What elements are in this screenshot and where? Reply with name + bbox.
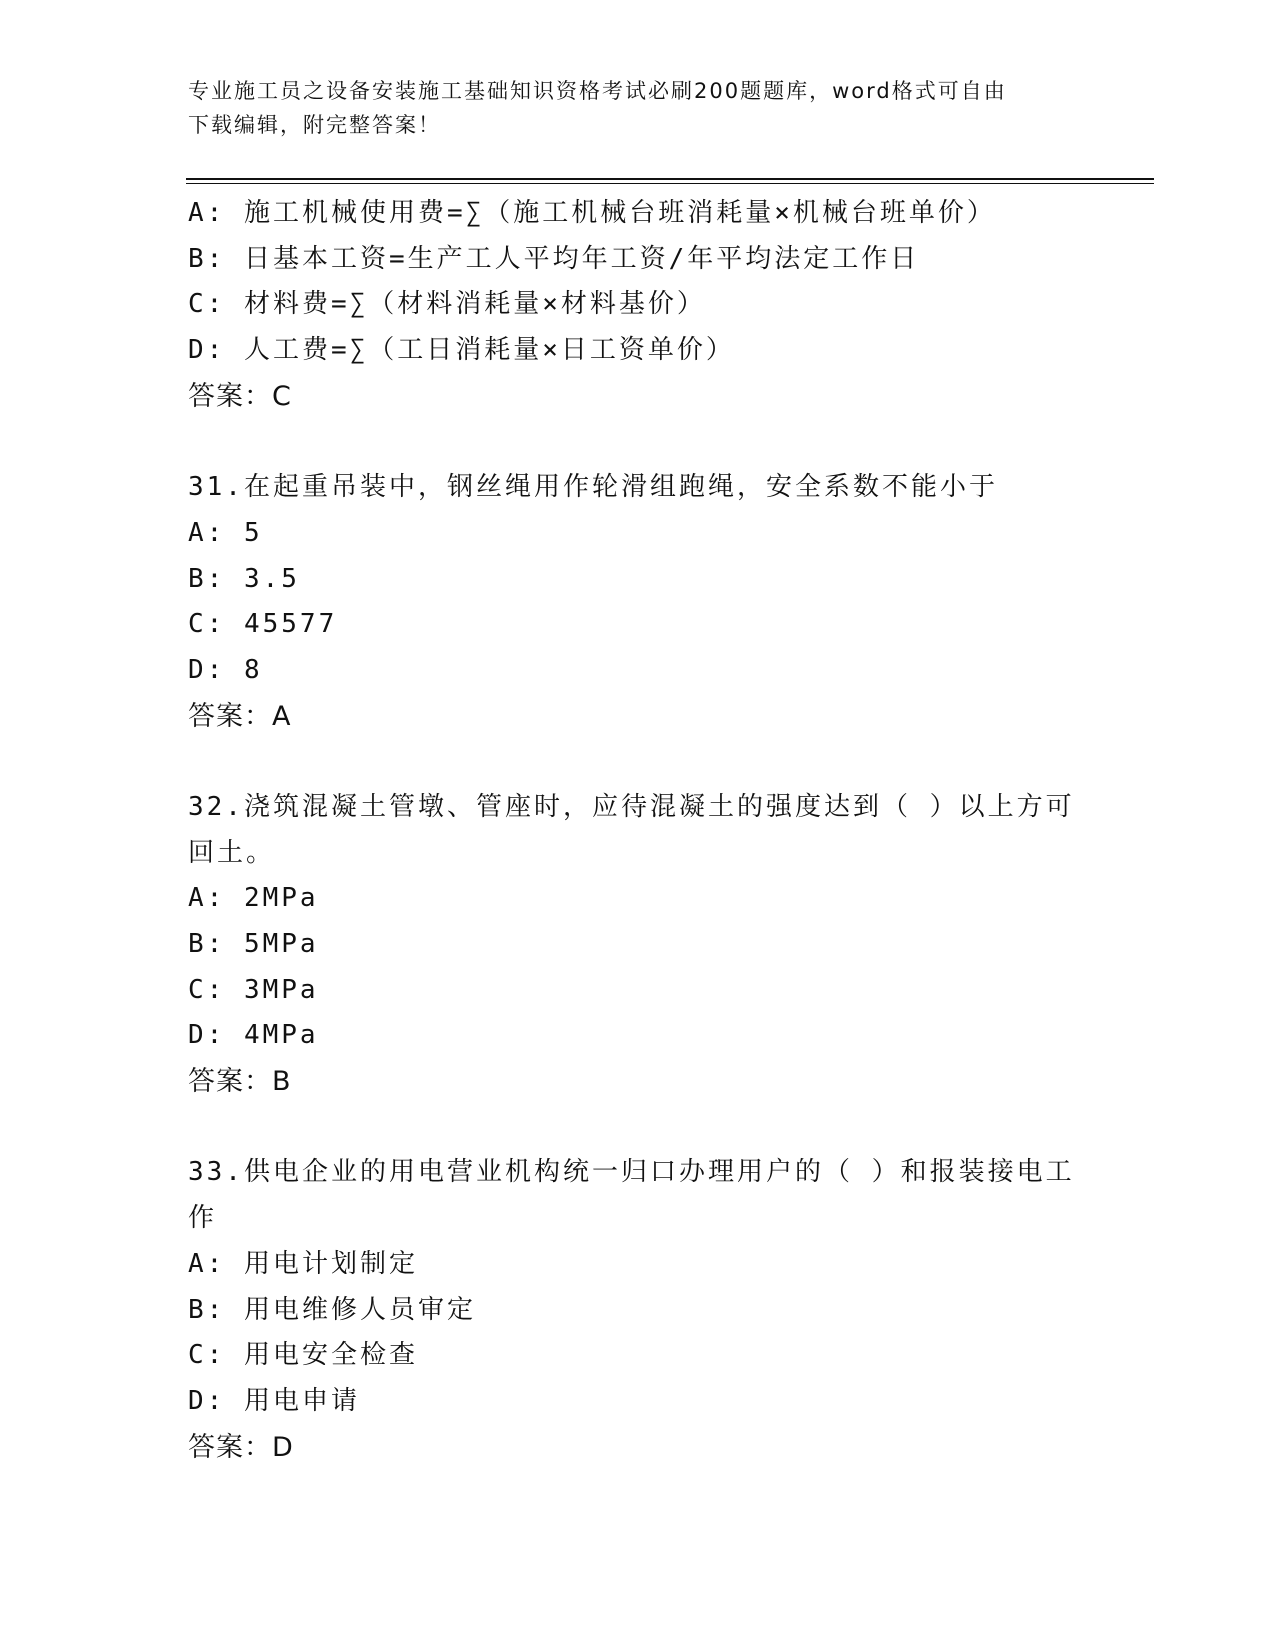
option-b: B: 3.5 [188,563,300,594]
spacer [188,419,1148,465]
answer-line: 答案：C [188,380,292,412]
header-divider-thick [186,178,1154,180]
option-a: A: 施工机械使用费=∑（施工机械台班消耗量×机械台班单价） [188,198,996,228]
question-block-32 [188,785,1148,1105]
option-a: A: 2MPa [188,883,319,914]
question-list [188,191,1148,1470]
option-b: B: 用电维修人员审定 [188,1294,476,1325]
question-block-33 [188,1150,1148,1470]
question-block-30 [188,191,1148,419]
document-header [188,74,1088,142]
spacer [188,739,1148,785]
answer-line: 答案：A [188,700,292,732]
option-c: C: 3MPa [188,974,319,1005]
option-c: C: 用电安全检查 [188,1340,418,1371]
header-line-1: 专业施工员之设备安装施工基础知识资格考试必刷200题题库，word格式可自由 [188,79,1007,103]
answer-line: 答案：D [188,1431,294,1463]
header-divider-thin [186,183,1154,184]
question-text: 32.浇筑混凝土管墩、管座时，应待混凝土的强度达到（ ）以上方可 [188,791,1075,822]
option-d: D: 4MPa [188,1020,319,1051]
header-line-2: 下载编辑，附完整答案！ [188,113,441,137]
option-b: B: 日基本工资=生产工人平均年工资/年平均法定工作日 [188,243,920,274]
option-d: D: 8 [188,654,263,685]
option-c: C: 45577 [188,609,338,640]
option-d: D: 人工费=∑（工日消耗量×日工资单价） [188,335,735,366]
option-c: C: 材料费=∑（材料消耗量×材料基价） [188,289,706,320]
question-text: 33.供电企业的用电营业机构统一归口办理用户的（ ）和报装接电工 [188,1157,1075,1188]
answer-line: 答案：B [188,1066,292,1098]
option-a: A: 5 [188,517,263,548]
option-a: A: 用电计划制定 [188,1248,418,1279]
option-d: D: 用电申请 [188,1385,360,1416]
question-text: 31.在起重吊装中，钢丝绳用作轮滑组跑绳，安全系数不能小于 [188,472,998,503]
question-text-continued: 回土。 [188,837,276,868]
question-text-continued: 作 [188,1203,218,1234]
question-block-31 [188,465,1148,739]
option-b: B: 5MPa [188,929,319,959]
spacer [188,1105,1148,1151]
